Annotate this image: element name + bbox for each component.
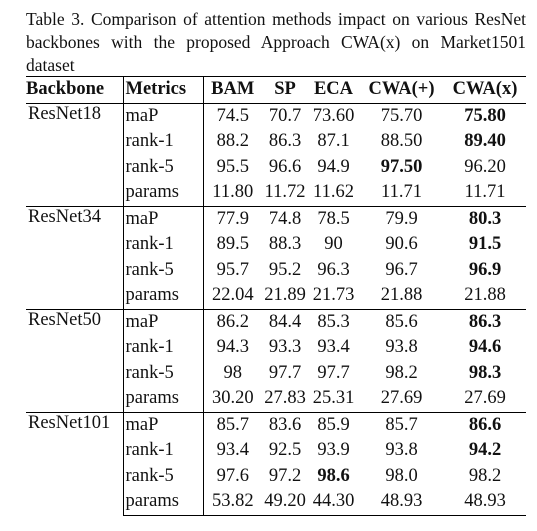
value-cell-cwa-x: 94.6 bbox=[468, 337, 502, 358]
value-cell-cwa-x: 96.20 bbox=[464, 156, 506, 177]
value-cell-bam: 53.82 bbox=[203, 489, 262, 515]
value-cell-cwa: 11.71 bbox=[381, 182, 422, 203]
value-cell-eca: 85.3 bbox=[308, 309, 359, 335]
table-row bbox=[26, 103, 526, 129]
value-cell-sp: 93.3 bbox=[268, 337, 302, 358]
value-cell-bam: 95.7 bbox=[216, 259, 249, 280]
value-cell-sp: 95.2 bbox=[268, 259, 302, 280]
value-cell-cwa: 85.6 bbox=[359, 309, 444, 335]
value-cell-cwa-x: 11.71 bbox=[464, 182, 506, 203]
metric-cell: rank-1 bbox=[123, 129, 203, 155]
header-backbone: Backbone bbox=[26, 77, 123, 104]
header-bam: BAM bbox=[203, 77, 262, 104]
header-row bbox=[26, 77, 526, 104]
value-cell-cwa: 96.7 bbox=[385, 259, 418, 280]
value-cell-cwa: 85.7 bbox=[359, 412, 444, 438]
value-cell-eca: 94.9 bbox=[317, 156, 350, 177]
value-cell-cwa: 79.9 bbox=[359, 206, 444, 232]
backbone-cell: ResNet50 bbox=[26, 309, 123, 412]
value-cell-cwa: 48.93 bbox=[359, 489, 444, 515]
group-resnet101 bbox=[26, 412, 526, 515]
metric-cell: maP bbox=[123, 103, 203, 129]
value-cell-bam: 98 bbox=[223, 362, 242, 383]
value-cell-bam: 94.3 bbox=[216, 337, 249, 358]
value-cell-bam: 88.2 bbox=[216, 131, 249, 152]
backbone-cell: ResNet34 bbox=[26, 206, 123, 309]
value-cell-bam: 97.6 bbox=[216, 465, 249, 486]
metric-cell: maP bbox=[123, 309, 203, 335]
value-cell-cwa-x: 80.3 bbox=[444, 206, 526, 232]
value-cell-sp: 11.72 bbox=[264, 182, 306, 203]
value-cell-sp: 74.8 bbox=[262, 206, 308, 232]
table-row bbox=[26, 412, 526, 438]
group-resnet18 bbox=[26, 103, 526, 206]
header-sp: SP bbox=[262, 77, 308, 104]
value-cell-cwa: 93.8 bbox=[385, 337, 418, 358]
value-cell-cwa: 21.88 bbox=[380, 285, 423, 306]
value-cell-sp: 92.5 bbox=[268, 440, 302, 461]
metric-cell: maP bbox=[123, 412, 203, 438]
header-cwa-plus: CWA(+) bbox=[359, 77, 444, 104]
value-cell-eca: 85.9 bbox=[308, 412, 359, 438]
value-cell-cwa: 75.70 bbox=[359, 103, 444, 129]
table-header bbox=[26, 77, 526, 104]
value-cell-bam: 86.2 bbox=[203, 309, 262, 335]
metric-cell: rank-5 bbox=[123, 361, 203, 387]
backbone-cell: ResNet18 bbox=[26, 103, 123, 206]
metric-cell: params bbox=[123, 180, 203, 206]
value-cell-cwa: 27.69 bbox=[380, 388, 423, 409]
header-eca: ECA bbox=[308, 77, 359, 104]
value-cell-cwa-x: 94.2 bbox=[468, 440, 502, 461]
header-metrics: Metrics bbox=[123, 77, 203, 104]
value-cell-bam: 89.5 bbox=[216, 234, 249, 255]
value-cell-cwa-x: 27.69 bbox=[464, 388, 506, 409]
value-cell-cwa: 88.50 bbox=[380, 131, 423, 152]
metric-cell: rank-1 bbox=[123, 438, 203, 464]
table-row bbox=[26, 309, 526, 335]
value-cell-sp: 70.7 bbox=[262, 103, 308, 129]
metric-cell: rank-1 bbox=[123, 335, 203, 361]
value-cell-cwa-x: 86.6 bbox=[444, 412, 526, 438]
comparison-table bbox=[26, 76, 526, 516]
value-cell-cwa-x: 91.5 bbox=[468, 234, 502, 255]
backbone-cell: ResNet101 bbox=[26, 412, 123, 515]
value-cell-sp: 83.6 bbox=[262, 412, 308, 438]
header-cwa-x: CWA(x) bbox=[444, 77, 526, 104]
value-cell-cwa: 97.50 bbox=[380, 156, 423, 177]
value-cell-eca: 97.7 bbox=[317, 362, 350, 383]
value-cell-eca: 44.30 bbox=[308, 489, 359, 515]
value-cell-bam: 74.5 bbox=[203, 103, 262, 129]
value-cell-eca: 93.4 bbox=[317, 337, 350, 358]
value-cell-sp: 97.2 bbox=[268, 465, 302, 486]
value-cell-cwa: 93.8 bbox=[385, 440, 418, 461]
group-resnet50 bbox=[26, 309, 526, 412]
group-resnet34 bbox=[26, 206, 526, 309]
value-cell-eca: 93.9 bbox=[317, 440, 350, 461]
value-cell-cwa-x: 48.93 bbox=[444, 489, 526, 515]
value-cell-sp: 49.20 bbox=[262, 489, 308, 515]
value-cell-cwa-x: 21.88 bbox=[464, 285, 506, 306]
value-cell-cwa: 98.0 bbox=[385, 465, 418, 486]
value-cell-eca: 90 bbox=[324, 234, 343, 255]
value-cell-bam: 22.04 bbox=[211, 285, 254, 306]
metric-cell: rank-5 bbox=[123, 464, 203, 490]
value-cell-cwa-x: 96.9 bbox=[468, 259, 502, 280]
value-cell-cwa-x: 98.2 bbox=[468, 465, 502, 486]
value-cell-bam: 95.5 bbox=[216, 156, 249, 177]
value-cell-sp: 86.3 bbox=[268, 131, 302, 152]
value-cell-eca: 98.6 bbox=[317, 465, 350, 486]
value-cell-eca: 73.60 bbox=[308, 103, 359, 129]
value-cell-bam: 11.80 bbox=[212, 182, 254, 203]
value-cell-sp: 96.6 bbox=[268, 156, 302, 177]
value-cell-bam: 93.4 bbox=[216, 440, 249, 461]
value-cell-bam: 30.20 bbox=[211, 388, 254, 409]
value-cell-cwa-x: 98.3 bbox=[468, 362, 502, 383]
value-cell-eca: 96.3 bbox=[317, 259, 350, 280]
value-cell-cwa-x: 86.3 bbox=[444, 309, 526, 335]
value-cell-sp: 88.3 bbox=[268, 234, 302, 255]
value-cell-eca: 25.31 bbox=[312, 388, 355, 409]
metric-cell: rank-5 bbox=[123, 155, 203, 181]
metric-cell: rank-1 bbox=[123, 232, 203, 258]
value-cell-sp: 27.83 bbox=[264, 388, 306, 409]
value-cell-cwa-x: 89.40 bbox=[464, 131, 506, 152]
value-cell-sp: 84.4 bbox=[262, 309, 308, 335]
value-cell-cwa: 90.6 bbox=[385, 234, 418, 255]
value-cell-eca: 87.1 bbox=[317, 131, 350, 152]
metric-cell: rank-5 bbox=[123, 258, 203, 284]
table-row bbox=[26, 206, 526, 232]
metric-cell: params bbox=[123, 283, 203, 309]
metric-cell: params bbox=[123, 489, 203, 515]
metric-cell: params bbox=[123, 386, 203, 412]
value-cell-sp: 97.7 bbox=[268, 362, 302, 383]
value-cell-eca: 78.5 bbox=[308, 206, 359, 232]
value-cell-sp: 21.89 bbox=[264, 285, 306, 306]
value-cell-cwa: 98.2 bbox=[385, 362, 418, 383]
value-cell-eca: 21.73 bbox=[312, 285, 355, 306]
value-cell-bam: 77.9 bbox=[203, 206, 262, 232]
value-cell-bam: 85.7 bbox=[203, 412, 262, 438]
value-cell-eca: 11.62 bbox=[313, 182, 354, 203]
value-cell-cwa-x: 75.80 bbox=[444, 103, 526, 129]
metric-cell: maP bbox=[123, 206, 203, 232]
table-caption: Table 3. Comparison of attention methods impact on various ResNet backbones with the proposed Approach CWA(x) on Market1501 dataset bbox=[26, 9, 526, 75]
